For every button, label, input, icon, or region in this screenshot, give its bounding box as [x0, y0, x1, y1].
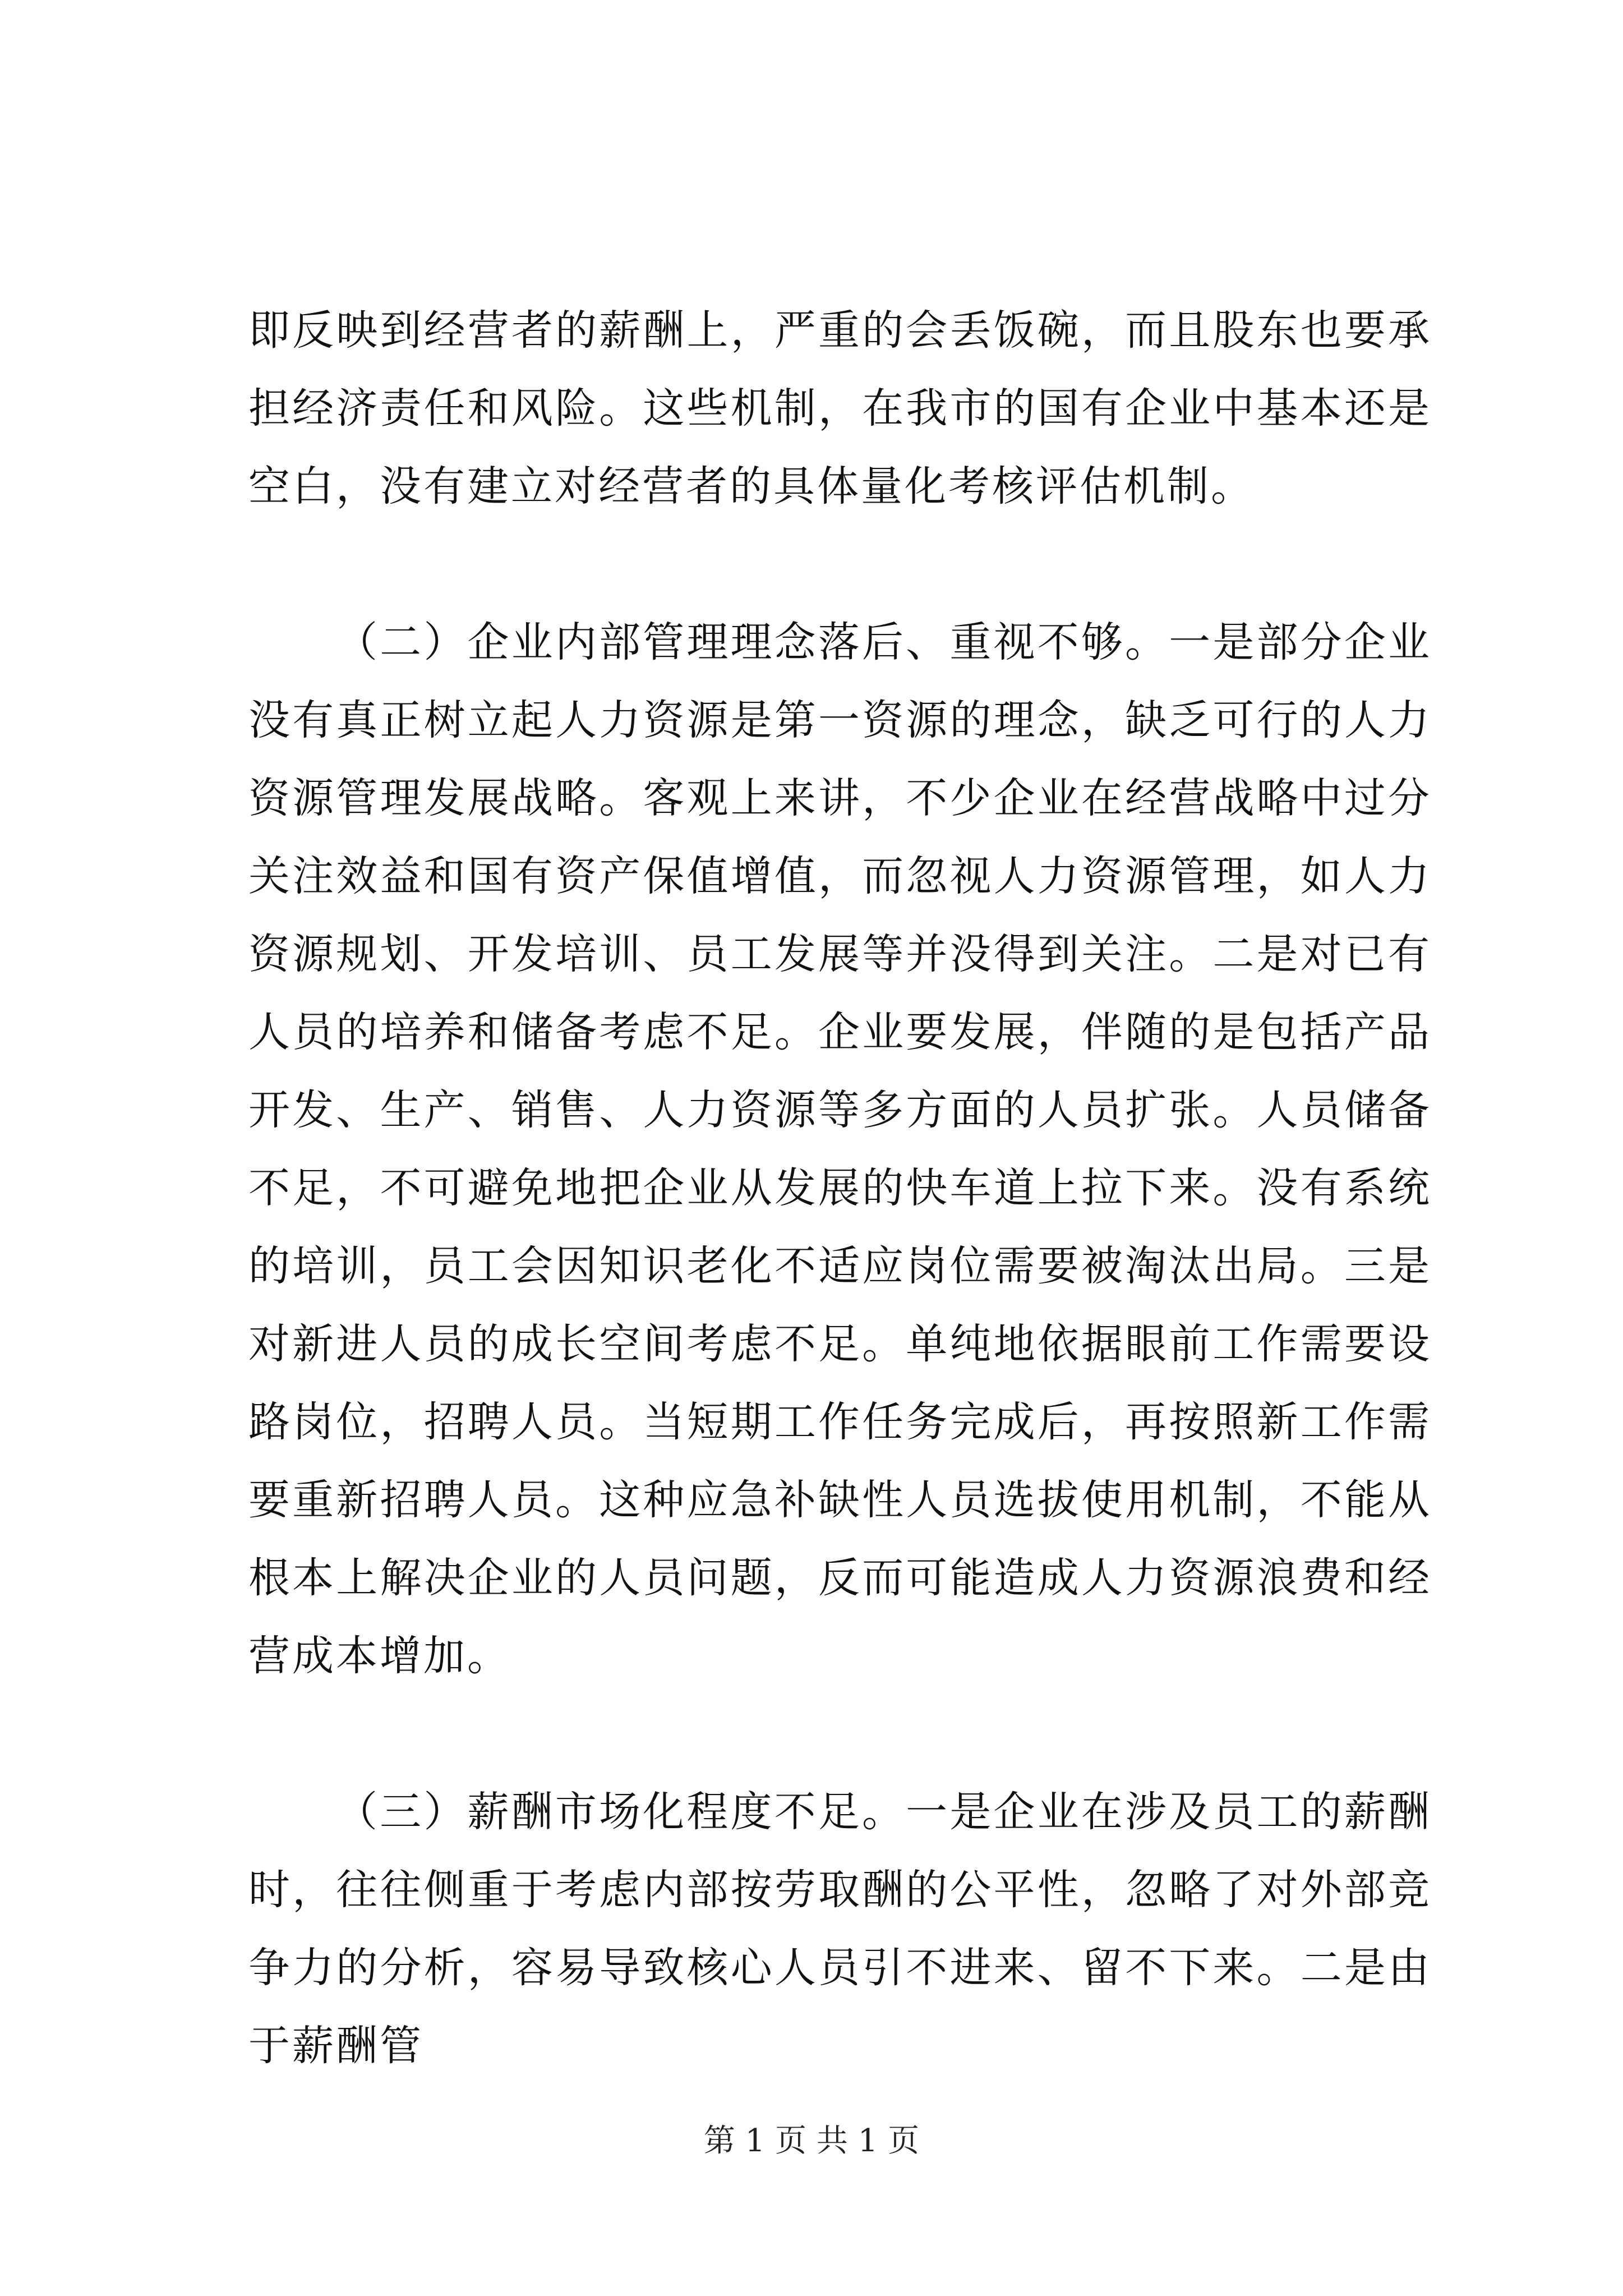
paragraph-section-two: （二）企业内部管理理念落后、重视不够。一是部分企业没有真正树立起人力资源是第一资源的理念，缺乏可行的人力资源管理发展战略。客观上来讲，不少企业在经营战略中过分关注效益和国有资产保值增值，而忽视人力资源管理，如人力资源规划、开发培训、员工发展等并没得到关注。二是对已有人员的培养和储备考虑不足。企业要发展，伴随的是包括产品开发、生产、销售、人力资源等多方面的人员扩张。人员储备不足，不可避免地把企业从发展的快车道上拉下来。没有系统的培训，员工会因知识老化不适应岗位需要被淘汰出局。三是对新进人员的成长空间考虑不足。单纯地依据眼前工作需要设路岗位，招聘人员。当短期工作任务完成后，再按照新工作需要重新招聘人员。这种应急补缺性人员选拔使用机制，不能从根本上解决企业的人员问题，反而可能造成人力资源浪费和经营成本增加。 [248, 618, 1432, 1680]
paragraph-section-three: （三）薪酬市场化程度不足。一是企业在涉及员工的薪酬时，往往侧重于考虑内部按劳取酬的公平性，忽略了对外部竞争力的分析，容易导致核心人员引不进来、留不下来。二是由于薪酬管 [248, 1788, 1432, 2070]
page-footer: 第 1 页 共 1 页 [703, 2123, 920, 2159]
document-body [248, 292, 1432, 2085]
paragraph-continuation: 即反映到经营者的薪酬上，严重的会丢饭碗，而且股东也要承担经济责任和风险。这些机制，在我市的国有企业中基本还是空白，没有建立对经营者的具体量化考核评估机制。 [248, 306, 1432, 510]
